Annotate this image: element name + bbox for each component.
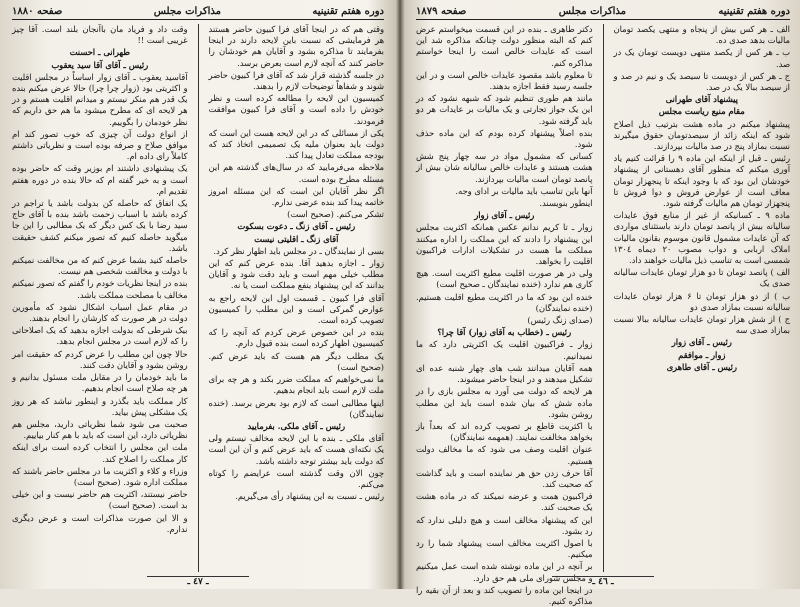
paragraph: در اینجا این ماده را تصویب کند و بعد از آن بقیه را مذاکره کنیم. (416, 584, 593, 606)
left-page-header (12, 6, 384, 20)
paragraph: زوار ـ فراکبیون اقلیت یک اکثریتی دارد که ما نمیدانیم. (416, 339, 593, 361)
paragraph: در مقام عمل اسباب اشکال نشود که مأمورین دولت در هر صورت که کارشان را انجام بدهند. (12, 301, 188, 324)
paragraph: طهرانی ـ احسنت (69, 47, 130, 58)
paragraph: ما نمی‌خواهیم که مملکت ضرر بکند و هر چه برای ملت لازم است باید انجام بدهیم. (208, 374, 384, 396)
paragraph: وقت داد و فریاد مان باآنجان بلند است. آقا چیز غریبی است !! (12, 24, 188, 46)
paragraph: الف ) پانصد تومان تا دو هزار تومان عایدات سالیانه صدی یک (613, 267, 790, 289)
paragraph: الف ـ هر کس بیش از پنجاه و منتهی یکصد تومان مالیات بدهد صدی ده. (613, 24, 790, 46)
paragraph: رئیس ـ آقای آقا سید یعقوب (51, 59, 149, 70)
column-divider (603, 24, 604, 572)
paragraph: فراکبیون همت و عرضه نمیکند که در ماده هشت یک صحبت کند. (416, 491, 593, 513)
paragraph: تشکر می‌کنم. (صحیح است) (287, 209, 384, 220)
paragraph: رئیس ـ نسبت به این پیشنهاد رأی می‌گیریم. (235, 491, 384, 502)
paragraph: بیک شرطی که بدولت اجازه بدهید که یک اصلاحاتی را که لازم است در مجلس انجام بدهد. (12, 325, 188, 347)
paragraph: پیشنهاد آقای طهرانی (665, 94, 738, 105)
paragraph: رئیس ـ آقای ملکی. بفرمایید (247, 420, 345, 431)
paragraph: دکتر طاهری ـ بنده در این قسمت میخواستم عرض کنم که البته منظور دولت چنانکه مذاکره شد این است که عایدات خالص است را اینجا خواستم مذاکره کنم. (416, 24, 593, 68)
paragraph: ج ـ هر کس از دویست تا سیصد یک و نیم در صد و از سیصد ببالا یک در صد. (613, 70, 790, 93)
paragraph: تا معلوم باشد مقصود عایدات خالص است و در این جلسه رسید فقط اجازه بدهند. (416, 69, 593, 92)
paragraph: اگر نظر آقایان این است که این مسئله امروز خاتمه پیدا کند بنده عرضی ندارم. (208, 185, 384, 208)
paragraph: صحبت می شود شما نظریاتی دارید، مجلس هم نظریاتی دارد، این است که باید با هم کنار بیاییم. (12, 418, 188, 441)
paragraph: رئیس ـ قبل از اینکه این ماده ۹ را قرائت کنیم یاد آوری میکنم که منظور آقای دهستانی از پیشنهاد خودشان این بود که با وجود اینکه تا پنجهزار تومان معاف است از عوارض فروش و دوا فروش تا پنجهزار تومان هم مالیات گرفته شود. (613, 153, 790, 209)
right-header-title: مذاکرات مجلس (558, 6, 626, 17)
right-page-column-left (416, 24, 593, 606)
paragraph: پیشنهاد میکنم در ماده هشت بترتیب ذیل اصلاح شود که اینکه زائد از سیصدتومان حقوق میگیرند نسبت بمازاد پنج در صد مالیات بپردازند. (613, 118, 790, 152)
right-page-column-right (614, 24, 791, 572)
paragraph: زوار ـ موافقم (678, 349, 726, 360)
paragraph: ملت این مجلس را انتخاب کرده است برای اینکه کار مملکت را اصلاح کند. (12, 442, 188, 464)
paragraph: رئیس ـ آقای زوار (474, 210, 535, 221)
paragraph: یک پیشنهادی داشتند ام بوزیر وقت که حاضر بوده است و به خیر گفته ام که حالا بنده در دوره هفتم تقدیم ام. (12, 163, 188, 196)
paragraph: حالا چون این مطلب را عرض کردم که حقیقت امر روشن بشود و آقایان دقت کنند. (12, 348, 188, 370)
paragraph: این که پیشنهاد مخالف است و هیچ دلیلی ندارد که رد بشود. (416, 514, 593, 536)
paragraph: از انواع دولت آن چیزی که خوب تصور کند ام موافق صلاح و صرفه بوده است و نظریاتی داشتم کاملاً رای داده ام. (12, 128, 188, 162)
paragraph: هر لایحه که دولت می آورد به مجلس بازی را در ماده شش که بیان شده است باید این مطلب روشن بشود. (416, 386, 593, 419)
paragraph: یک اتفاق که حاصله کن بدولت باشد یا تراجم در کرده باشد با اسباب زحمت باشد بنده با آقای حاج سید رضا با یک کس دیگر که یک مطالبی را این جا میگوید حاصله کنیم که تصور میکنم کشف حقیقت باشد. (12, 198, 188, 253)
paragraph: زوار ـ تا کریم ندانم عکس همانکه اکثریت مجلس این پیشنهاد را دادند که این مملکت را اداره میکنند مملکت ما هست در تشکیلات ادارات فراکبیون اقلیت را بخواهد. (416, 222, 593, 267)
paragraph: رئیس ـ آقای طاهری (666, 361, 737, 372)
right-page-header (416, 6, 790, 20)
right-page-footer-number: ـ ٤٦ ـ (552, 576, 653, 587)
paragraph: خنده این بود که ما در اکثریت مطیع اقلیت هستیم. (خنده نمایندگان) (416, 291, 593, 313)
column-divider (198, 24, 199, 572)
left-page-columns (12, 24, 384, 572)
left-page-footer (12, 577, 384, 587)
paragraph: ب ) از دو هزار تومان تا ۶ هزار تومان عایدات سالیانه نسبت بمازاد صدی دو (613, 290, 790, 312)
paragraph: آقاسید یعقوب ـ آقای زوار اساساً در مجلس اقلیت و اکثریتی بود (زوار چرا چرا) حالا عرض میکنم بنده یک قدر هم منکر نیستم و میدانم اقلیت هستم و در هر لایحه ای که مطرح میشود ما هم حق داریم که نظر خودمان را بگوییم. (12, 71, 188, 127)
left-header-journal: دوره هفتم تقنینیه (312, 6, 384, 17)
right-page (402, 0, 800, 606)
paragraph: ما باید خودمان را در مقابل ملت مسئول بدانیم و هر چه صلاح است انجام بدهیم. (12, 372, 188, 394)
paragraph: ماده ۹ ـ کسانیکه از غیر از منابع فوق عایدات سالیانه بیش از پانصد تومان دارند باستثنای مواردی که آن عایدات مشمول قانون موسوم بقانون مالیات املاک اربابی و دواب مصوب ۲۰ دیماه ۱۳۰٤ شمسی است به تناسب ذیل مالیات خواهند داد. (613, 210, 790, 266)
paragraph: (صدای زنگ رئیس) (527, 315, 593, 326)
paragraph: زوار ـ اجازه بدهید آقا. بنده عرض کنم که این مطلب خیلی مهم است و باید دقت شود و آقایان بدانند که این پیشنهاد بنفع مملکت است یا نه. (208, 258, 384, 291)
paragraph: آنها باین تناسب باید مالیات بر ادای وجه. (455, 185, 593, 196)
paragraph: آقای ملکی ـ بنده با این لایحه مخالف نیستم ولی یک نکته‌ای هست که باید عرض کنم و آن این است که دولت باید بیشتر توجه داشته باشد. (208, 433, 384, 466)
paragraph: رئیس ـ آقای زوار (671, 337, 732, 348)
paragraph: با اصول اکثریت مخالف است پیشنهاد شما را رد میکنیم. (416, 537, 593, 560)
left-page-column-right (209, 24, 385, 572)
paragraph: ب ـ هر کس از یکصد منتهی دویست تومان یک در صد. (613, 47, 790, 69)
paragraph: کار مملکت باید بگذرد و اینطور نباشد که هر روز یک مشکلی پیش بیاید. (12, 395, 188, 417)
paragraph: ملاحظه می‌فرمایید که در سال‌های گذشته هم این مسئله مطرح بوده است. (208, 162, 384, 184)
paragraph: اینها مطالبی است که لازم بود بعرض برسد. (خنده نمایندگان) (208, 397, 384, 419)
right-header-journal: دوره هفتم تقنینیه (718, 6, 790, 17)
paragraph: مانند هم طوری تنظیم شود که شبهه نشود که در این یک جواز تجارتی و یک مالیات بر عایدات هر دو باید گرفته شود. (416, 93, 593, 126)
paragraph: وقتی هم که در اینجا آقای فرا کبیون حاضر هستند هر فرمایشی که نسبت باین لایحه دارند در اینجا بفرمایند تا مذاکره بشود و آقایان هم خودشان را حاضر کنند که آنچه لازم است بعرض برسد. (208, 24, 384, 68)
left-header-title: مذاکرات مجلس (153, 6, 221, 17)
paragraph: و الا این صورت مذاکرات است و عرض دیگری ندارم. (12, 512, 188, 534)
paragraph: ولی در هر صورت اقلیت مطیع اکثریت است. هیچ کاری هم ندارد (خنده نمایندگان ـ صحیح است) (416, 268, 593, 290)
paragraph: همه آقایان میدانند شب های چهار شنبه عده ای تشکیل میدهند و در اینجا حاضر میشوند. (416, 362, 593, 385)
paragraph: رئیس ـ آقای زنگ ـ دعوت بسکوت (237, 221, 356, 232)
paragraph: وزراء و کلاء و اکثریت ما در مجلس حاضر باشند که مملکت اداره شود. (صحیح است) (12, 465, 188, 487)
paragraph: بنده در اینجا نظریات خودم را گفتم که تصور نمیکنم مخالف با مصلحت مملکت باشد. (12, 278, 188, 300)
left-header-page-number: صفحه ۱۸۸۰ (12, 6, 63, 17)
paragraph: یک مطلب دیگر هم هست که باید عرض کنم. (صحیح است) (208, 350, 384, 372)
right-header-page-number: صفحه ۱۸۷۹ (416, 6, 467, 17)
paragraph: حاصله کنید بشما عرض کنم که من مخالفت نمیکنم با دولت و مخالفت شخصی هم نیست. (12, 255, 188, 277)
paragraph: کمیسیون این لایحه را مطالعه کرده است و نظر خودش را داده است و آقای فرا کبیون موافقت فرمودند. (208, 93, 384, 126)
paragraph: آقای فرا کبیون ـ قسمت اول این لایحه راجع به عوارض گمرکی است و این مطلب را کمیسیون تصویب کرده است. (208, 292, 384, 326)
paragraph: اینطور بنویسند. (539, 198, 593, 209)
paragraph: با اکثریت قاطع بر تصویب کرده اند که بعداً باز بخواهد مخالفت نمایند. (همهمه نمایندگان) (416, 420, 593, 443)
paragraph: آقای زنگ ـ اقلیتی نیست (254, 233, 339, 244)
paragraph: مقام منیع ریاست مجلس (658, 106, 745, 117)
paragraph: بر آنچه در این ماده نوشته شده است عمل میکنیم و مجلس شورای ملی هم حق دارد. (416, 561, 593, 583)
paragraph: کسانی که مشمول مواد در سه چهار پنج شش هشت هستند و عایدات خالص سالیانه شان بیش از پانصد تومان است مالیات بپردازند. (416, 151, 593, 184)
paragraph: بنده اصلاً پیشنهاد کرده بودم که این ماده حذف شود. (416, 127, 593, 150)
paragraph: رئیس ـ (خطاب به آقای زوار) آقا چرا؟ (437, 327, 572, 338)
paragraph: حاضر نیستند، اکثریت هم حاضر نیست و این خیلی بد است. (صحیح است) (12, 489, 188, 511)
left-page-footer-number: ـ ٤٧ ـ (147, 576, 248, 587)
paragraph: بنده در این خصوص عرض کردم که آنچه را که کمیسیون اظهار کرده است بنده قبول دارم. (208, 327, 384, 349)
paragraph: یکی از مسائلی که در این لایحه هست این است که دولت باید بعنوان ملیه یک تصمیمی اتخاذ کند که بودجه مملکت تعادل پیدا کند. (208, 127, 384, 161)
right-page-footer (416, 577, 790, 587)
paragraph: چون الان وقت گذشته است عرایضم را کوتاه می‌کنم. (208, 467, 384, 489)
paragraph: آقا حرف زدن حق هر نماینده است و باید گذاشت که صحبت کند. (416, 467, 593, 489)
left-page (0, 0, 398, 589)
paragraph: ج ) از شش هزار تومان عایدات سالیانه ببالا نسبت بمازاد صدی سه (613, 314, 790, 336)
left-page-column-left (12, 24, 188, 572)
paragraph: در جلسه گذشته قرار شد که آقای فرا کبیون حاضر شوند و شفاهاً توضیحات لازم را بدهند. (208, 69, 384, 92)
paragraph: بسی از نمایندگان ـ در مجلس باید اظهار نظر کرد. (213, 245, 384, 256)
paragraph: عنوان اقلیت وصف می شود که ما مخالف دولت هستیم. (416, 444, 593, 466)
